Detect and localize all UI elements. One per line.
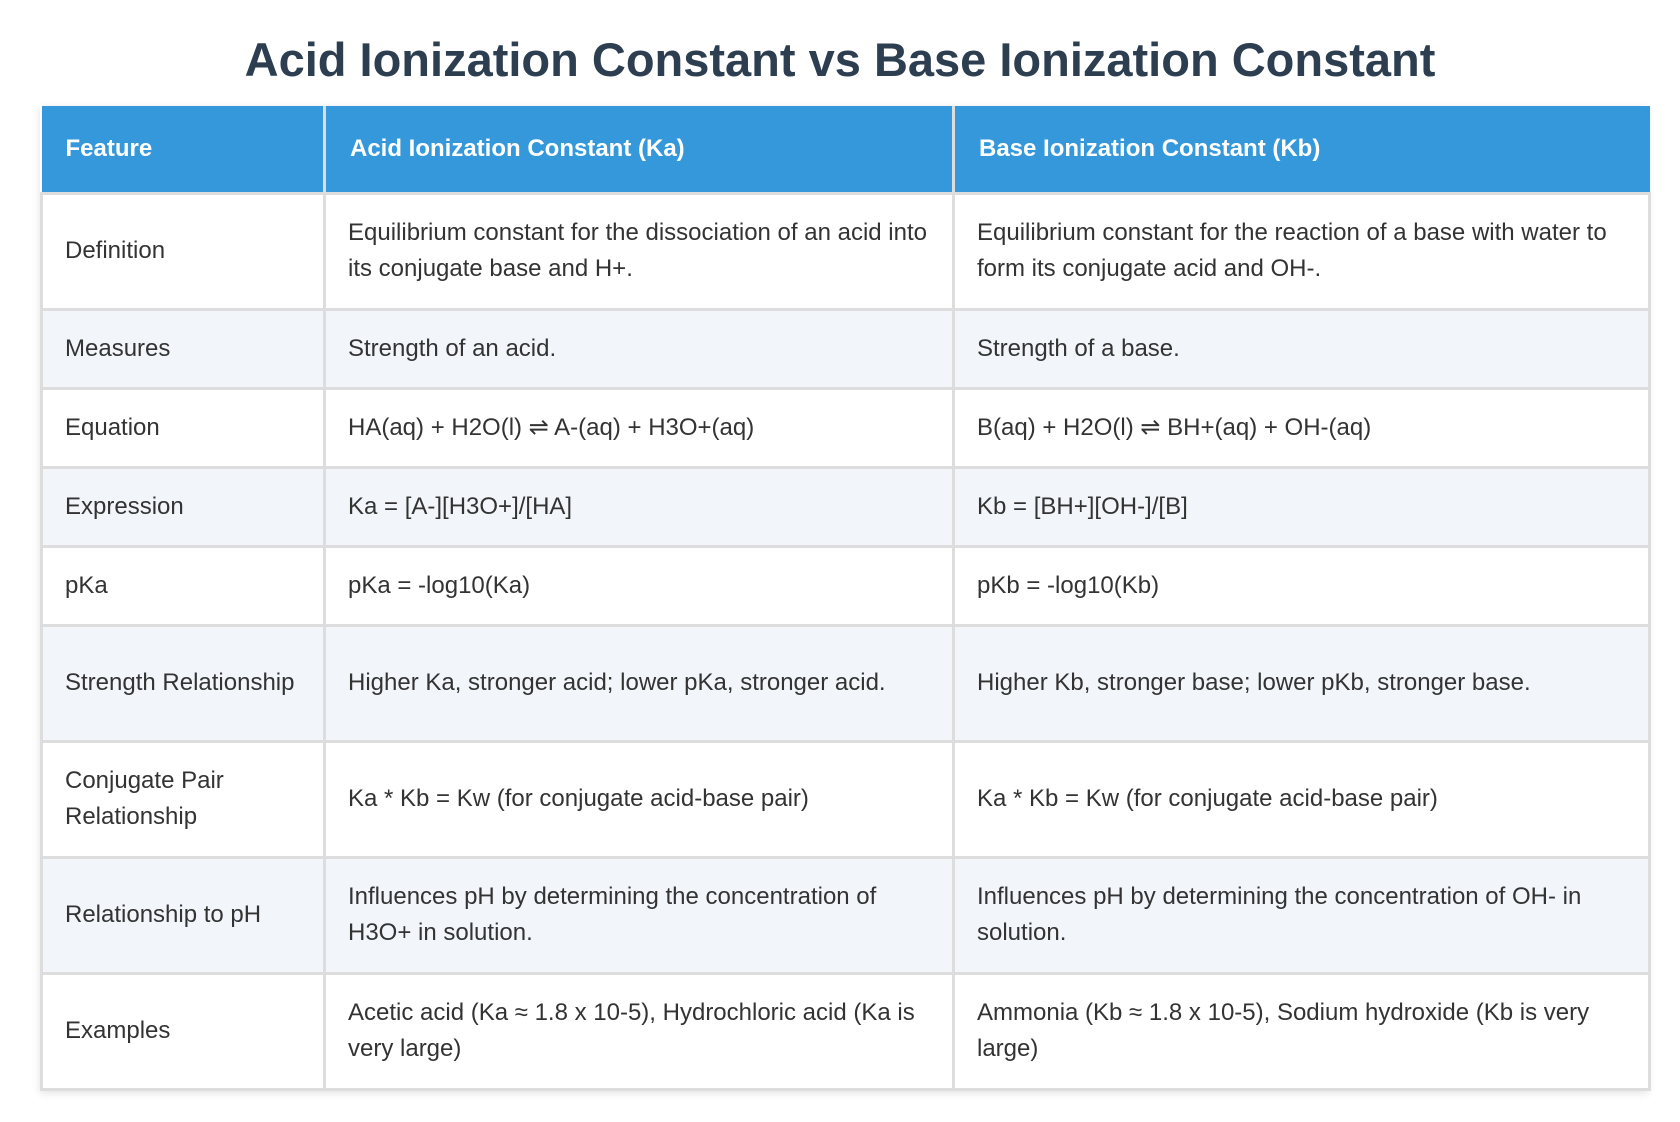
cell-acid: pKa = -log10(Ka) bbox=[325, 546, 954, 625]
cell-acid: Acetic acid (Ka ≈ 1.8 x 10-5), Hydrochloric acid (Ka is very large) bbox=[325, 973, 954, 1089]
cell-feature: Strength Relationship bbox=[42, 625, 325, 741]
table-row-relationship-to-ph bbox=[42, 857, 1650, 973]
cell-acid: HA(aq) + H2O(l) ⇌ A-(aq) + H3O+(aq) bbox=[325, 388, 954, 467]
cell-base: pKb = -log10(Kb) bbox=[954, 546, 1650, 625]
cell-acid: Strength of an acid. bbox=[325, 309, 954, 388]
cell-feature: Relationship to pH bbox=[42, 857, 325, 973]
cell-feature: Expression bbox=[42, 467, 325, 546]
table-row-measures bbox=[42, 309, 1650, 388]
table-row-expression bbox=[42, 467, 1650, 546]
cell-feature: Equation bbox=[42, 388, 325, 467]
table-row-definition bbox=[42, 193, 1650, 309]
table-row-examples bbox=[42, 973, 1650, 1089]
cell-acid: Equilibrium constant for the dissociation of an acid into its conjugate base and H+. bbox=[325, 193, 954, 309]
header-base: Base Ionization Constant (Kb) bbox=[954, 106, 1650, 193]
header-feature: Feature bbox=[42, 106, 325, 193]
cell-base: Strength of a base. bbox=[954, 309, 1650, 388]
cell-acid: Ka = [A-][H3O+]/[HA] bbox=[325, 467, 954, 546]
comparison-table-container bbox=[40, 106, 1648, 1091]
table-row-conjugate-pair bbox=[42, 741, 1650, 857]
header-acid: Acid Ionization Constant (Ka) bbox=[325, 106, 954, 193]
cell-acid: Ka * Kb = Kw (for conjugate acid-base pair) bbox=[325, 741, 954, 857]
cell-base: Higher Kb, stronger base; lower pKb, stronger base. bbox=[954, 625, 1650, 741]
cell-feature: Examples bbox=[42, 973, 325, 1089]
cell-feature: Measures bbox=[42, 309, 325, 388]
cell-base: B(aq) + H2O(l) ⇌ BH+(aq) + OH-(aq) bbox=[954, 388, 1650, 467]
cell-base: Ammonia (Kb ≈ 1.8 x 10-5), Sodium hydroxide (Kb is very large) bbox=[954, 973, 1650, 1089]
table-row-pka bbox=[42, 546, 1650, 625]
cell-base: Kb = [BH+][OH-]/[B] bbox=[954, 467, 1650, 546]
cell-base: Equilibrium constant for the reaction of a base with water to form its conjugate acid and OH-. bbox=[954, 193, 1650, 309]
cell-feature: Conjugate Pair Relationship bbox=[42, 741, 325, 857]
comparison-table bbox=[40, 106, 1651, 1091]
cell-base: Influences pH by determining the concentration of OH- in solution. bbox=[954, 857, 1650, 973]
table-row-equation bbox=[42, 388, 1650, 467]
cell-acid: Influences pH by determining the concentration of H3O+ in solution. bbox=[325, 857, 954, 973]
cell-feature: Definition bbox=[42, 193, 325, 309]
table-header-row bbox=[42, 106, 1650, 193]
table-row-strength-relationship bbox=[42, 625, 1650, 741]
cell-feature: pKa bbox=[42, 546, 325, 625]
page-title: Acid Ionization Constant vs Base Ionization Constant bbox=[244, 33, 1436, 86]
cell-acid: Higher Ka, stronger acid; lower pKa, stronger acid. bbox=[325, 625, 954, 741]
cell-base: Ka * Kb = Kw (for conjugate acid-base pair) bbox=[954, 741, 1650, 857]
